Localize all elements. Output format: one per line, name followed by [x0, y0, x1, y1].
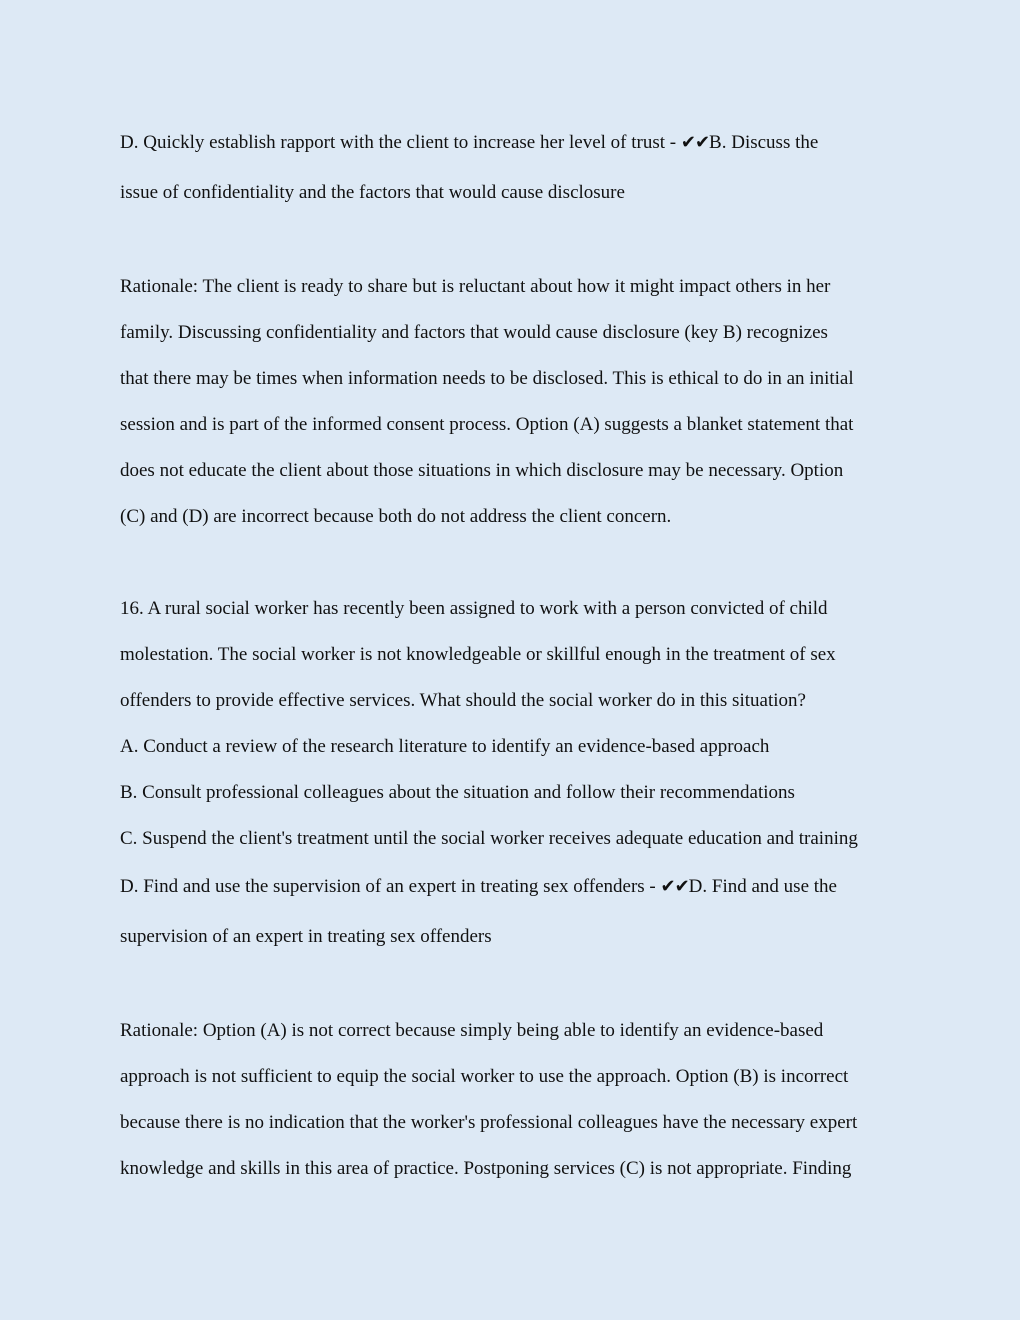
- rationale-line: because there is no indication that the worker's professional colleagues have the necessary expert: [120, 1112, 858, 1133]
- rationale-line: approach is not sufficient to equip the social worker to use the approach. Option (B) is incorrect: [120, 1066, 849, 1087]
- rationale-line: knowledge and skills in this area of practice. Postponing services (C) is not appropriate. Finding: [120, 1158, 852, 1179]
- prev-rationale: [120, 264, 910, 540]
- paragraph-gap: [120, 218, 910, 264]
- prev-rationale-line: Rationale: The client is ready to share but is reluctant about how it might impact others in her: [120, 276, 831, 297]
- option-b: B. Consult professional colleagues about the situation and follow their recommendations: [120, 782, 795, 803]
- prev-rationale-line: does not educate the client about those situations in which disclosure may be necessary. Option: [120, 460, 844, 481]
- prev-answer-line-2: issue of confidentiality and the factors that would cause disclosure: [120, 182, 625, 203]
- option-d-prefix: D. Find and use the supervision of an expert in treating sex offenders -: [120, 876, 661, 897]
- check-marks-icon: ✔✔: [660, 876, 689, 897]
- option-d: [120, 862, 910, 912]
- rationale-line: Rationale: Option (A) is not correct because simply being able to identify an evidence-based: [120, 1020, 824, 1041]
- option-a: A. Conduct a review of the research literature to identify an evidence-based approach: [120, 736, 770, 757]
- prev-rationale-line: family. Discussing confidentiality and factors that would cause disclosure (key B) recognizes: [120, 322, 828, 343]
- paragraph-gap: [120, 540, 910, 586]
- document-page: [120, 118, 910, 1192]
- answer-line-2: supervision of an expert in treating sex offenders: [120, 926, 492, 947]
- question-16-rationale: [120, 1008, 910, 1192]
- question-stem-line: offenders to provide effective services. What should the social worker do in this situation?: [120, 690, 806, 711]
- prev-rationale-line: (C) and (D) are incorrect because both do not address the client concern.: [120, 506, 672, 527]
- question-stem-line: 16. A rural social worker has recently been assigned to work with a person convicted of child: [120, 598, 828, 619]
- paragraph-gap: [120, 962, 910, 1008]
- question-16: [120, 586, 910, 962]
- prev-answer-prefix: D. Quickly establish rapport with the client to increase her level of trust -: [120, 132, 681, 153]
- prev-rationale-line: that there may be times when information needs to be disclosed. This is ethical to do in an initial: [120, 368, 854, 389]
- prev-answer-suffix: B. Discuss the: [709, 132, 819, 153]
- question-stem-line: molestation. The social worker is not knowledgeable or skillful enough in the treatment of sex: [120, 644, 836, 665]
- option-d-suffix: D. Find and use the: [688, 876, 837, 897]
- prev-answer-line-1: [120, 118, 910, 168]
- prev-rationale-line: session and is part of the informed consent process. Option (A) suggests a blanket statement that: [120, 414, 854, 435]
- check-marks-icon: ✔✔: [680, 132, 710, 153]
- option-c: C. Suspend the client's treatment until the social worker receives adequate education and training: [120, 828, 858, 849]
